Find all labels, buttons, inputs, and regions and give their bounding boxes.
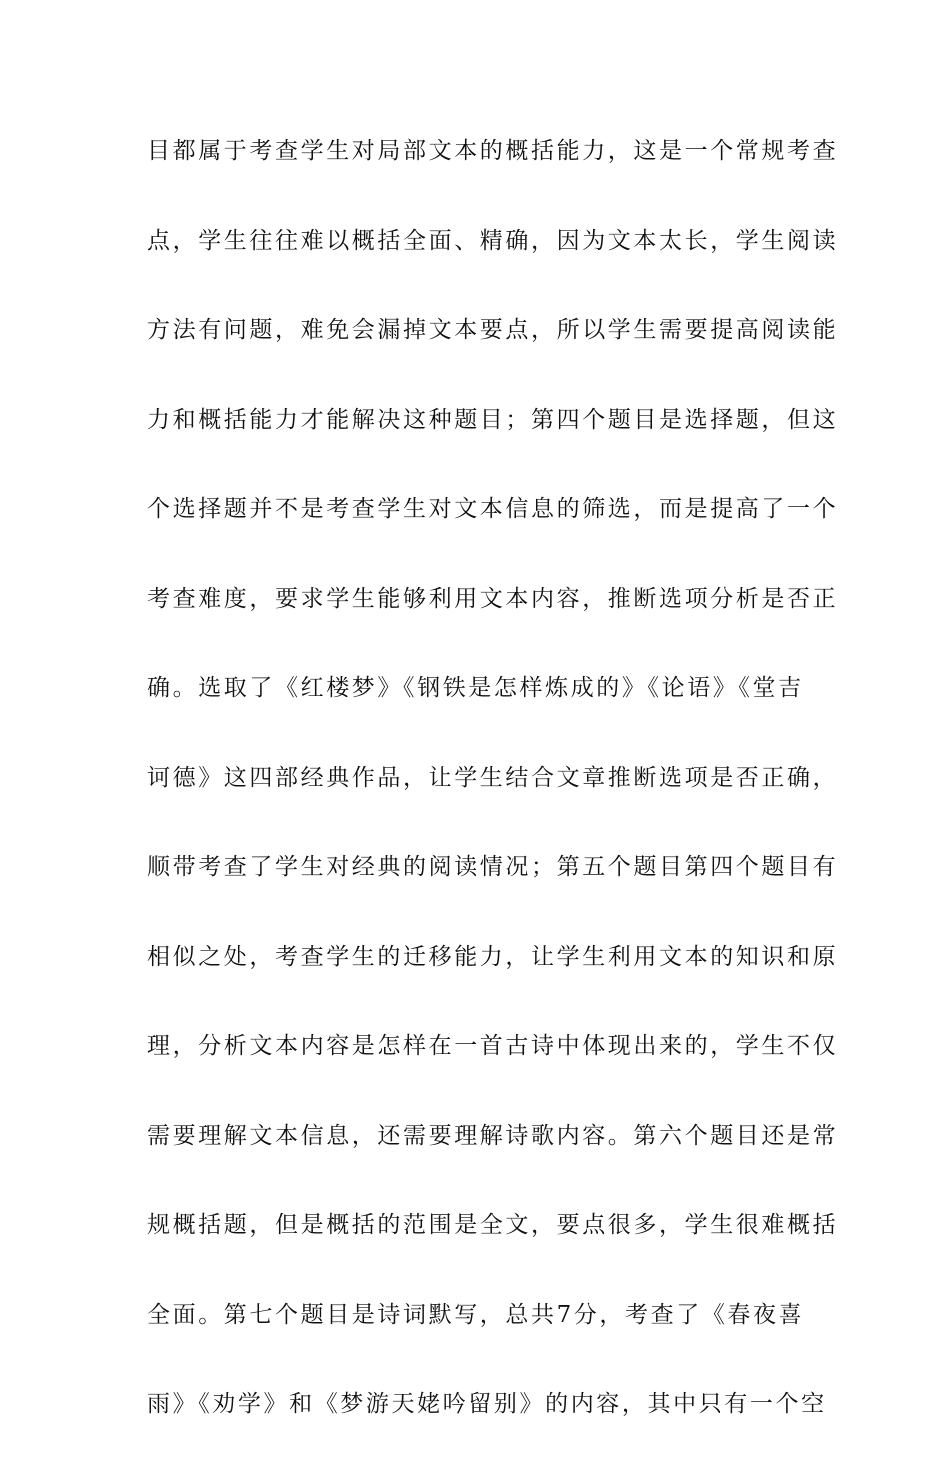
text-line: 雨》《劝学》和《梦游天姥吟留别》的内容，其中只有一个空: [147, 1391, 827, 1417]
text-line: 力和概括能力才能解决这种题目；第四个题目是选择题，但这: [147, 406, 839, 433]
text-line: 理，分析文本内容是怎样在一首古诗中体现出来的，学生不仅: [147, 1033, 839, 1059]
text-line: 确。选取了《红楼梦》《钢铁是怎样炼成的》《论语》《堂吉: [147, 675, 804, 701]
text-line: 全面。第七个题目是诗词默写，总共7分，考查了《春夜喜: [147, 1301, 805, 1328]
text-line: 顺带考查了学生对经典的阅读情况；第五个题目第四个题目有: [147, 854, 839, 880]
text-line: 个选择题并不是考查学生对文本信息的筛选，而是提高了一个: [147, 496, 839, 522]
text-line: 相似之处，考查学生的迁移能力，让学生利用文本的知识和原: [147, 943, 839, 970]
body-text: [147, 132, 839, 1475]
text-line: 点，学生往往难以概括全面、精确，因为文本太长，学生阅读: [147, 227, 839, 254]
text-line: 诃德》这四部经典作品，让学生结合文章推断选项是否正确，: [147, 764, 839, 791]
text-line: 需要理解文本信息，还需要理解诗歌内容。第六个题目还是常: [147, 1122, 839, 1149]
text-line: 方法有问题，难免会漏掉文本要点，所以学生需要提高阅读能: [147, 317, 839, 343]
text-line: 考查难度，要求学生能够利用文本内容，推断选项分析是否正: [147, 585, 839, 612]
text-line: 规概括题，但是概括的范围是全文，要点很多，学生很难概括: [147, 1212, 839, 1238]
text-line: 目都属于考查学生对局部文本的概括能力，这是一个常规考查: [147, 138, 839, 164]
